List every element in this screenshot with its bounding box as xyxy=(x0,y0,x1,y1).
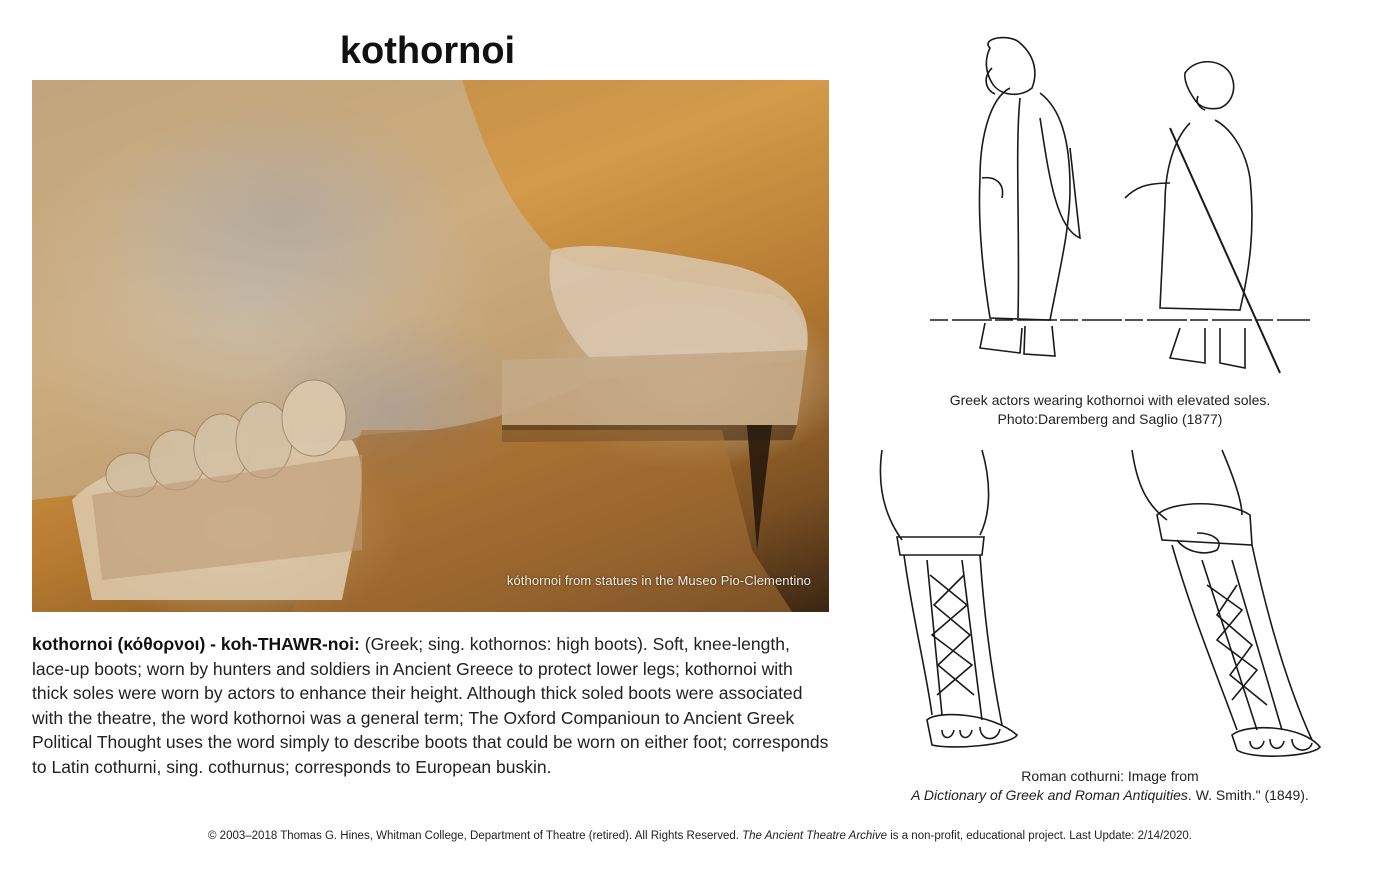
page-footer xyxy=(0,830,1400,842)
page-title: kothornoi xyxy=(339,30,516,72)
footer-archive-name: The Ancient Theatre Archive xyxy=(742,830,888,842)
definition-paragraph xyxy=(32,632,832,779)
roman-cothurni-drawing xyxy=(872,445,1342,765)
roman-cothurni-caption-line2 xyxy=(850,786,1370,805)
roman-cothurni-caption-line1: Roman cothurni: Image from xyxy=(1021,768,1199,784)
photo-caption: kóthornoi from statues in the Museo Pio-Clementino xyxy=(506,573,811,588)
greek-actors-illustration xyxy=(920,28,1320,388)
dictionary-title: A Dictionary of Greek and Roman Antiquities xyxy=(911,787,1188,803)
roman-cothurni-illustration xyxy=(872,445,1342,765)
greek-actors-drawing xyxy=(920,28,1320,388)
roman-cothurni-caption xyxy=(850,767,1370,805)
definition-body: (Greek; sing. kothornos: high boots). Soft, knee-length, lace-up boots; worn by hunters and soldiers in Ancient Greece to protect lower legs; kothornoi with thick soles were worn by actors to enhance their height. Although thick soled boots were associated with the theatre, the word kothornoi was a general term; The Oxford Companioun to Ancient Greek Political Thought uses the word simply to describe boots that could be worn on either foot; corresponds to Latin cothurni, sing. cothurnus; corresponds to European buskin. xyxy=(32,634,829,777)
dictionary-credit: . W. Smith." (1849). xyxy=(1187,787,1309,803)
definition-term: kothornoi (κόθορνοι) - koh-THAWR-noi: xyxy=(32,634,360,654)
footer-note: is a non-profit, educational project. Last Update: 2/14/2020. xyxy=(887,830,1192,842)
statue-feet-illustration xyxy=(32,80,829,612)
greek-actors-caption-line1: Greek actors wearing kothornoi with elevated soles. xyxy=(949,392,1271,408)
footer-copyright: © 2003–2018 Thomas G. Hines, Whitman College, Department of Theatre (retired). All Rights Reserved. xyxy=(208,830,743,842)
greek-actors-caption xyxy=(880,391,1340,429)
greek-actors-caption-line2: Photo:Daremberg and Saglio (1877) xyxy=(997,411,1223,427)
statue-feet-photo xyxy=(32,80,829,612)
